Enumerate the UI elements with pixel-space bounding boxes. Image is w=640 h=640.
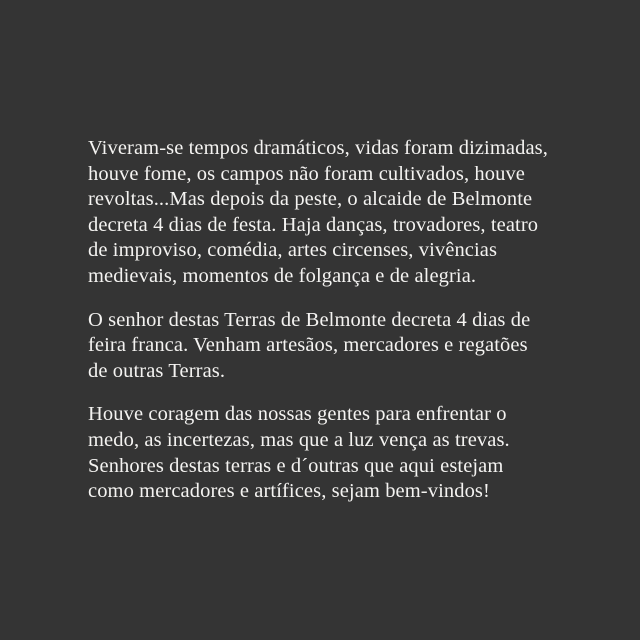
paragraph-2: O senhor destas Terras de Belmonte decreta 4 dias de feira franca. Venham artesãos, mercadores e regatões de outras Terras. xyxy=(88,308,531,382)
document-text-block xyxy=(88,136,550,505)
paragraph-3: Houve coragem das nossas gentes para enfrentar o medo, as incertezas, mas que a luz vença as trevas. Senhores destas terras e d´outras que aqui estejam como mercadores e artífices, sejam bem-vindos! xyxy=(88,403,510,503)
paragraph-1: Viveram-se tempos dramáticos, vidas foram dizimadas, houve fome, os campos não foram cultivados, houve revoltas...Mas depois da peste, o alcaide de Belmonte decreta 4 dias de festa. Haja danças, trovadores, teatro de improviso, comédia, artes circenses, vivências medievais, momentos de folgança e de alegria. xyxy=(88,137,548,287)
